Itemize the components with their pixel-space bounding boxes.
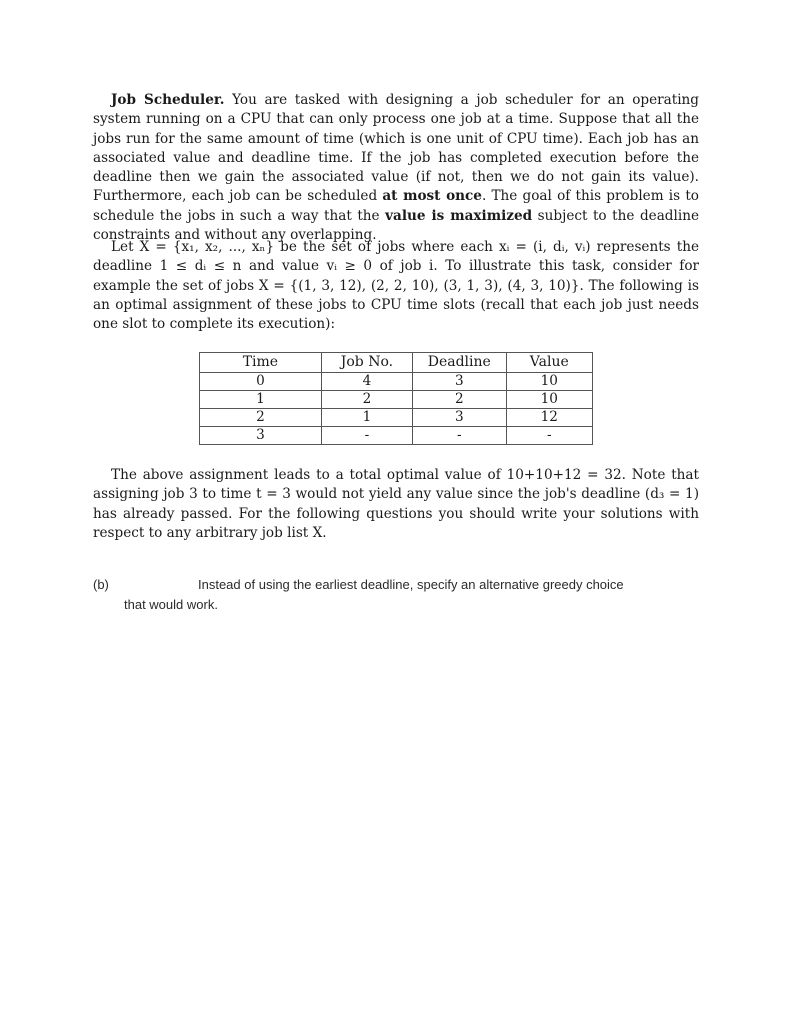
table-row [200,373,593,391]
cell-deadline: 3 [413,373,507,391]
cell-deadline: - [413,427,507,445]
cell-value: 10 [506,373,592,391]
section-heading: Job Scheduler. [111,92,225,108]
intro-emphasis-1: at most once [382,188,482,205]
header-job-no: Job No. [321,353,412,373]
header-time: Time [200,353,322,373]
table-header-row [200,353,593,373]
cell-job-no: 2 [321,391,412,409]
cell-job-no: 4 [321,373,412,391]
cell-time: 0 [200,373,322,391]
question-text-line-2: that would work. [124,597,218,612]
cell-value: 10 [506,391,592,409]
definition-paragraph: Let X = {x₁, x₂, ..., xₙ} be the set of jobs where each xᵢ = (i, dᵢ, vᵢ) represents the deadline 1 ≤ dᵢ ≤ n and value vᵢ ≥ 0 of job i. To illustrate this task, consider for example the set of jobs X = {(1, 3, 12), (2, 2, 10), (3, 1, 3), (4, 3, 10)}. The following is an optimal assignment of these jobs to CPU time slots (recall that each job just needs one slot to complete its execution): [93,239,699,333]
question-text-line-1: Instead of using the earliest deadline, specify an alternative greedy choice [198,577,624,592]
table-row [200,427,593,445]
cell-time: 2 [200,409,322,427]
cell-value: 12 [506,409,592,427]
cell-deadline: 3 [413,409,507,427]
schedule-table [199,352,593,445]
header-value: Value [506,353,592,373]
cell-value: - [506,427,592,445]
cell-deadline: 2 [413,391,507,409]
header-deadline: Deadline [413,353,507,373]
cell-time: 1 [200,391,322,409]
intro-text-2: . The goal of this problem is to schedule the jobs in such a way that the [93,188,699,224]
cell-job-no: - [321,427,412,445]
cell-time: 3 [200,427,322,445]
table-row [200,409,593,427]
table-row [200,391,593,409]
intro-paragraph [93,91,699,245]
result-paragraph: The above assignment leads to a total optimal value of 10+10+12 = 32. Note that assigning job 3 to time t = 3 would not yield any value since the job's deadline (d₃ = 1) has already passed. For the following questions you should write your solutions with respect to any arbitrary job list X. [93,467,699,541]
intro-text-3: subject to the deadline constraints and without any overlapping. [93,207,699,244]
intro-text-1: You are tasked with designing a job scheduler for an operating system running on a CPU that can only process one job at a time. Suppose that all the jobs run for the same amount of time (which is one unit of CPU time). Each job has an associated value and deadline time. If the job has completed execution before the deadline then we gain the associated value (if not, then we do not gain its value). Furthermore, each job can be scheduled [93,92,700,205]
cell-job-no: 1 [321,409,412,427]
intro-emphasis-2: value is maximized [385,207,533,224]
question-label: (b) [93,577,109,592]
